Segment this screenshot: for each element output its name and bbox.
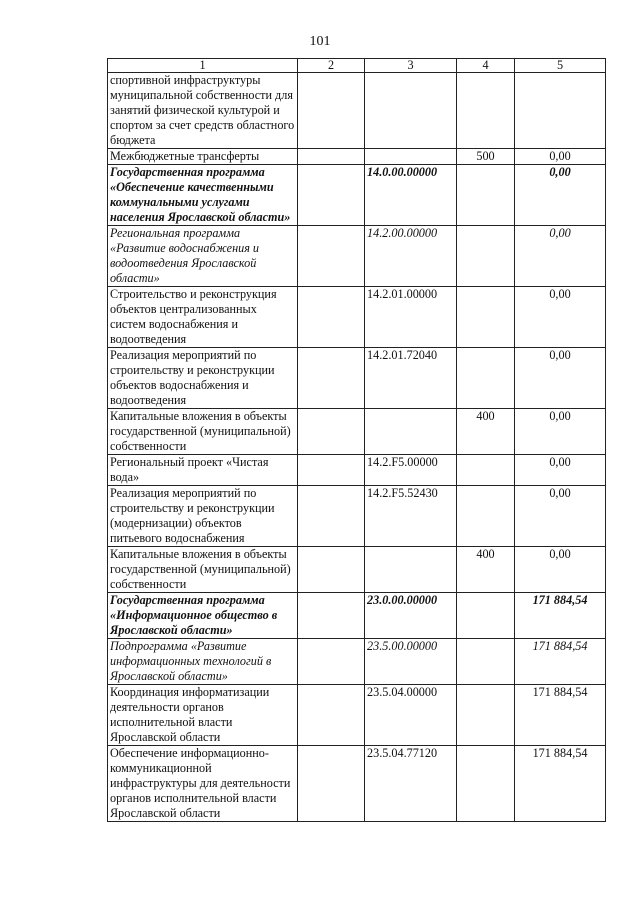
row-amount: 0,00 (515, 149, 606, 165)
table-row (108, 73, 606, 149)
table-row (108, 348, 606, 409)
table-row (108, 287, 606, 348)
row-code (365, 547, 457, 593)
row-col2 (298, 455, 365, 486)
row-code: 23.5.04.00000 (365, 685, 457, 746)
row-col2 (298, 165, 365, 226)
row-amount: 0,00 (515, 547, 606, 593)
row-amount: 0,00 (515, 348, 606, 409)
row-code: 14.2.F5.00000 (365, 455, 457, 486)
row-name: Государственная программа «Информационное общество в Ярославской области» (108, 593, 298, 639)
table-row (108, 547, 606, 593)
row-name: Капитальные вложения в объекты государственной (муниципальной) собственности (108, 409, 298, 455)
row-amount: 0,00 (515, 287, 606, 348)
row-col2 (298, 409, 365, 455)
row-amount: 171 884,54 (515, 746, 606, 822)
table-row (108, 639, 606, 685)
table-header-row (108, 59, 606, 73)
row-code (365, 73, 457, 149)
row-type: 400 (457, 547, 515, 593)
row-code: 14.2.00.00000 (365, 226, 457, 287)
row-type (457, 486, 515, 547)
row-amount (515, 73, 606, 149)
row-name: Координация информатизации деятельности органов исполнительной власти Ярославской области (108, 685, 298, 746)
row-col2 (298, 73, 365, 149)
table-row (108, 149, 606, 165)
row-col2 (298, 639, 365, 685)
row-col2 (298, 593, 365, 639)
row-amount: 0,00 (515, 486, 606, 547)
row-col2 (298, 149, 365, 165)
column-header: 3 (365, 59, 457, 73)
row-amount: 0,00 (515, 165, 606, 226)
page-number: 101 (309, 34, 331, 49)
column-header: 2 (298, 59, 365, 73)
row-code: 14.2.01.00000 (365, 287, 457, 348)
row-type (457, 455, 515, 486)
table-row (108, 165, 606, 226)
row-code (365, 149, 457, 165)
row-amount: 171 884,54 (515, 685, 606, 746)
row-type (457, 226, 515, 287)
row-col2 (298, 746, 365, 822)
row-amount: 171 884,54 (515, 593, 606, 639)
row-amount: 0,00 (515, 455, 606, 486)
row-name: Капитальные вложения в объекты государственной (муниципальной) собственности (108, 547, 298, 593)
row-name: Государственная программа «Обеспечение качественными коммунальными услугами населения Ярославской области» (108, 165, 298, 226)
row-type (457, 685, 515, 746)
row-amount: 171 884,54 (515, 639, 606, 685)
budget-table (107, 58, 606, 822)
row-name: Подпрограмма «Развитие информационных технологий в Ярославской области» (108, 639, 298, 685)
table-row (108, 593, 606, 639)
row-code: 14.2.01.72040 (365, 348, 457, 409)
row-code (365, 409, 457, 455)
row-type (457, 287, 515, 348)
table-row (108, 746, 606, 822)
row-col2 (298, 685, 365, 746)
row-col2 (298, 348, 365, 409)
row-name: Строительство и реконструкция объектов централизованных систем водоснабжения и водоотведения (108, 287, 298, 348)
table-row (108, 486, 606, 547)
row-code: 23.5.04.77120 (365, 746, 457, 822)
row-col2 (298, 486, 365, 547)
row-col2 (298, 547, 365, 593)
row-name: Реализация мероприятий по строительству и реконструкции объектов водоснабжения и водоотведения (108, 348, 298, 409)
row-amount: 0,00 (515, 226, 606, 287)
row-type: 500 (457, 149, 515, 165)
column-header: 1 (108, 59, 298, 73)
row-col2 (298, 287, 365, 348)
column-header: 4 (457, 59, 515, 73)
column-header: 5 (515, 59, 606, 73)
row-code: 23.0.00.00000 (365, 593, 457, 639)
row-code: 14.0.00.00000 (365, 165, 457, 226)
row-name: Обеспечение информационно-коммуникационной инфраструктуры для деятельности органов исполнительной власти Ярославской области (108, 746, 298, 822)
row-type: 400 (457, 409, 515, 455)
table-row (108, 685, 606, 746)
table-row (108, 409, 606, 455)
table-row (108, 455, 606, 486)
row-code: 23.5.00.00000 (365, 639, 457, 685)
row-type (457, 73, 515, 149)
row-type (457, 348, 515, 409)
table-row (108, 226, 606, 287)
row-code: 14.2.F5.52430 (365, 486, 457, 547)
row-col2 (298, 226, 365, 287)
row-name: Межбюджетные трансферты (108, 149, 298, 165)
row-type (457, 639, 515, 685)
row-name: Региональный проект «Чистая вода» (108, 455, 298, 486)
row-type (457, 746, 515, 822)
row-name: Региональная программа «Развитие водоснабжения и водоотведения Ярославской области» (108, 226, 298, 287)
row-name: спортивной инфраструктуры муниципальной собственности для занятий физической культурой и спортом за счет средств областного бюджета (108, 73, 298, 149)
row-type (457, 165, 515, 226)
row-type (457, 593, 515, 639)
row-name: Реализация мероприятий по строительству и реконструкции (модернизации) объектов питьевого водоснабжения (108, 486, 298, 547)
row-amount: 0,00 (515, 409, 606, 455)
